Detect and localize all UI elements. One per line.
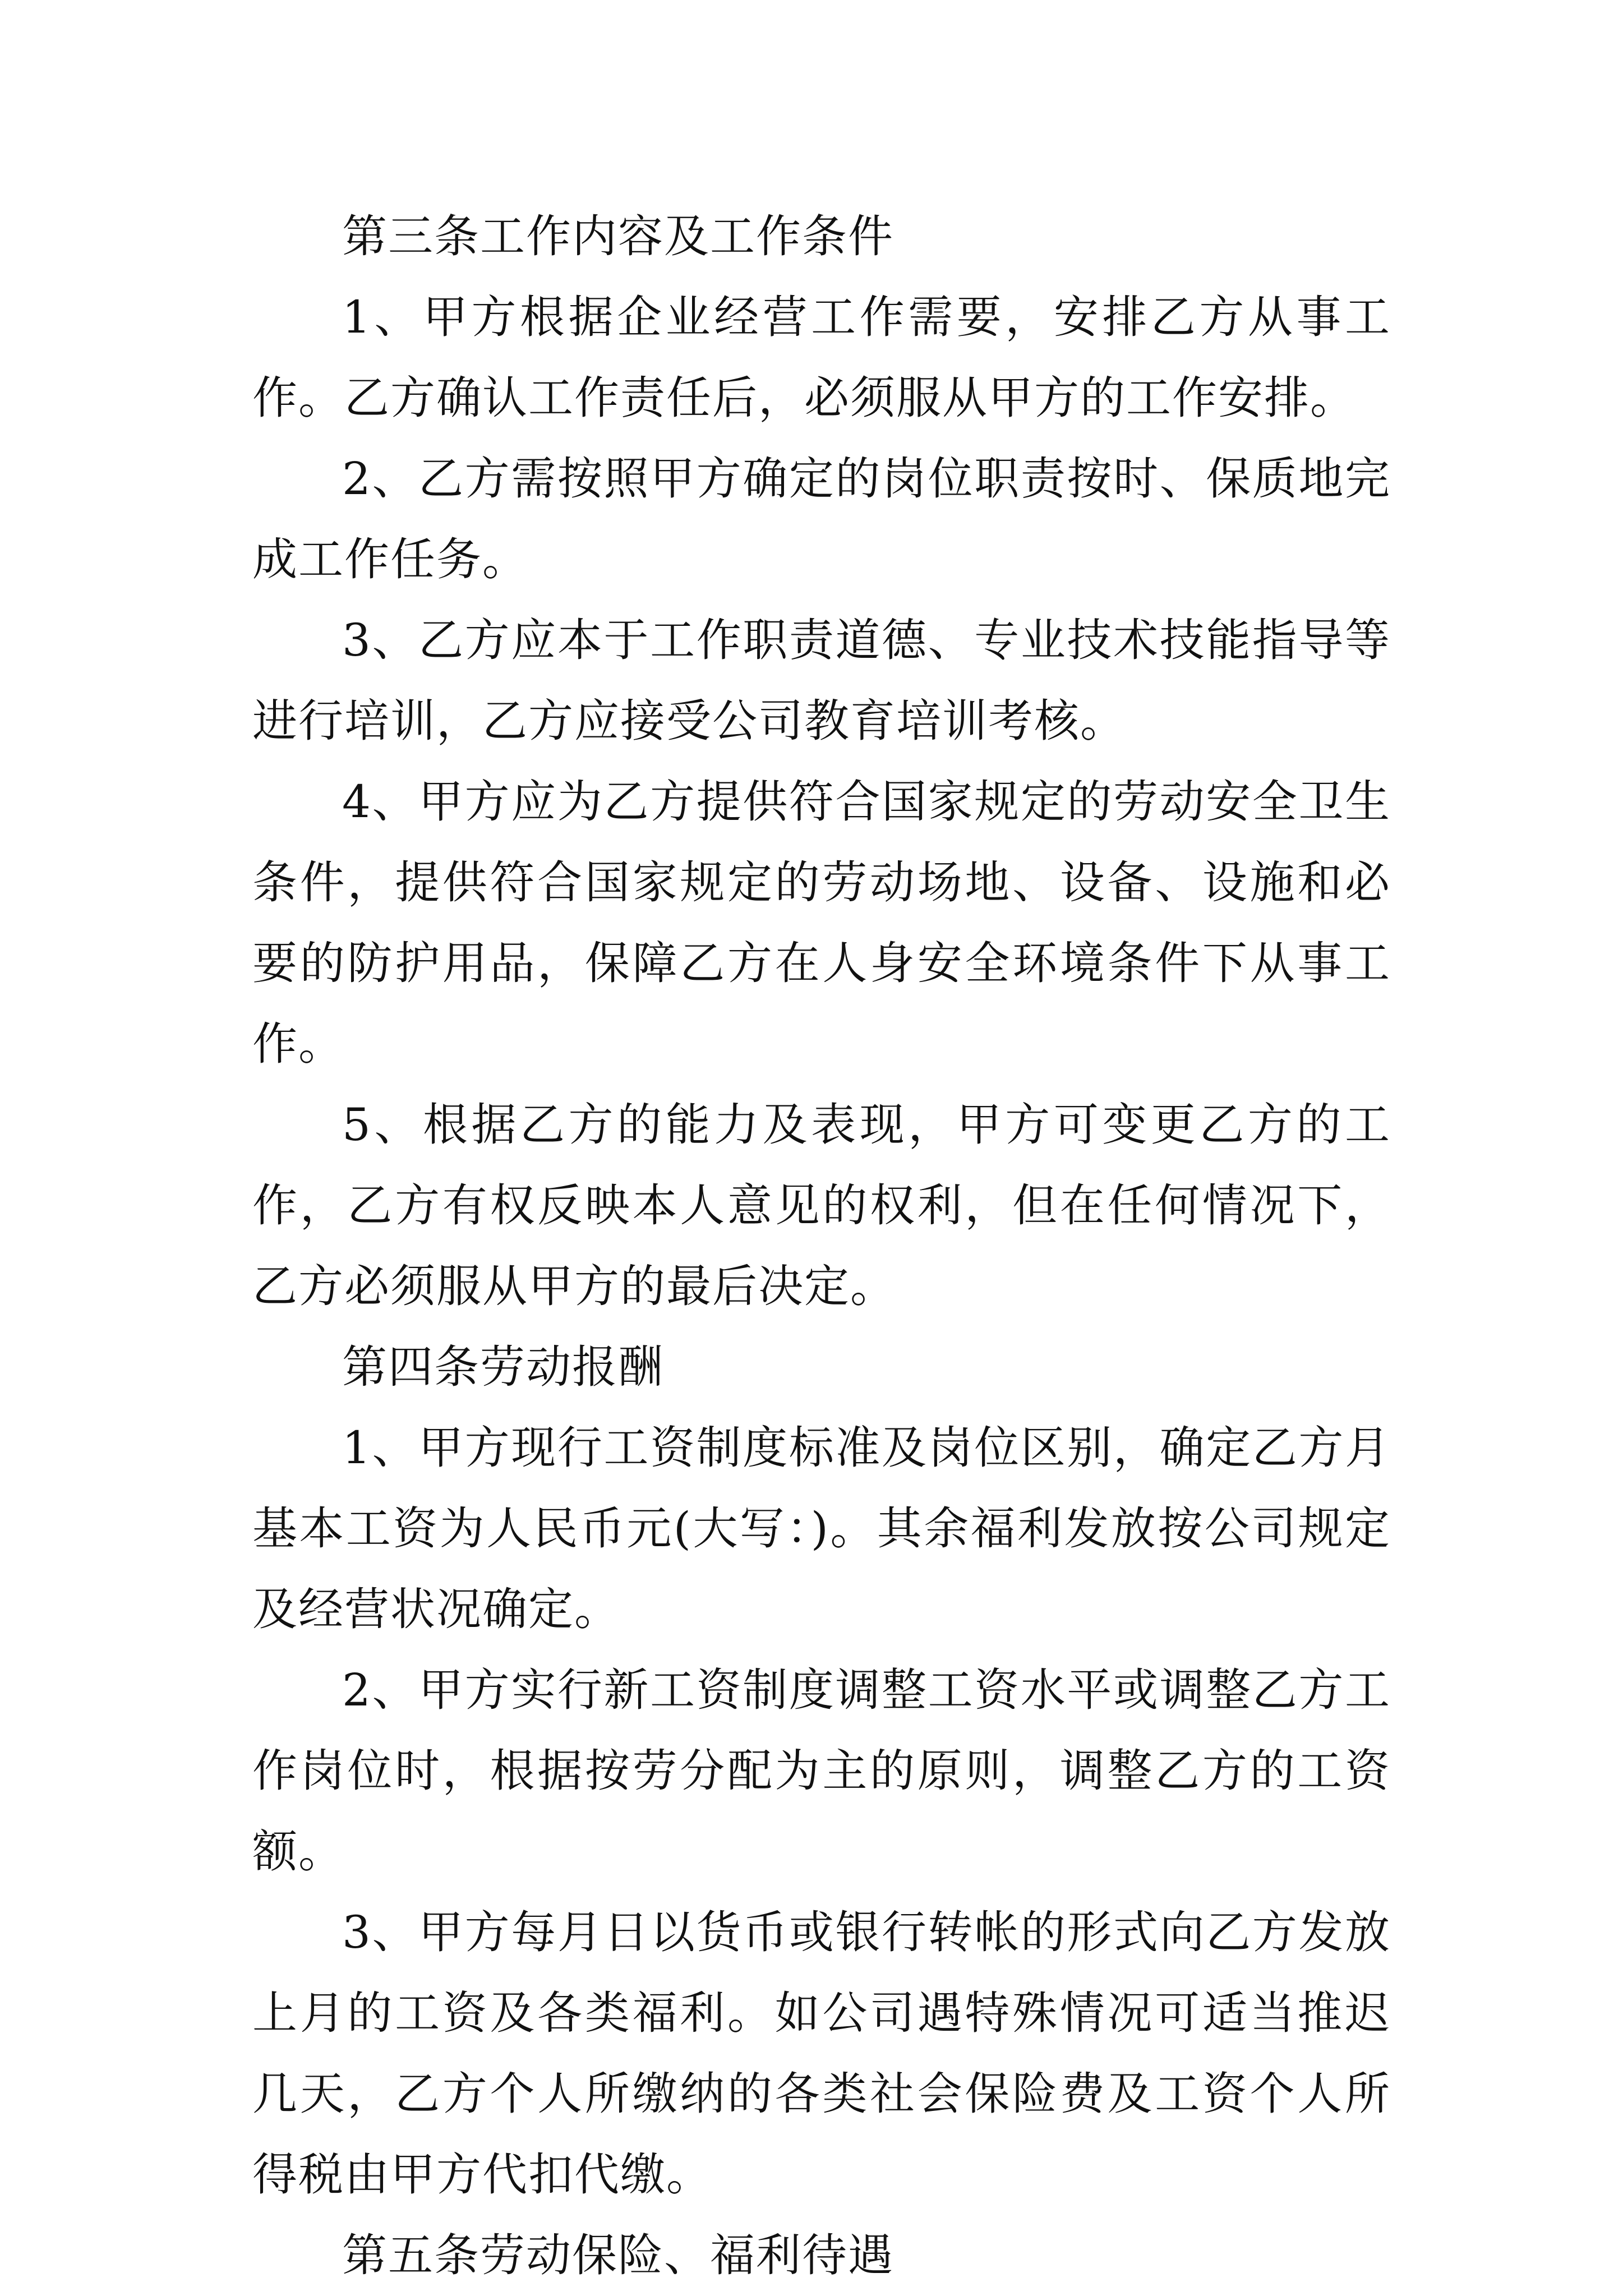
paragraph-3-2: 2、乙方需按照甲方确定的岗位职责按时、保质地完成工作任务。	[252, 453, 1391, 585]
document-page	[252, 196, 1391, 2296]
paragraph-3-1: 1、甲方根据企业经营工作需要，安排乙方从事工作。乙方确认工作责任后，必须服从甲方的工作安排。	[252, 291, 1391, 424]
paragraph-4-3: 3、甲方每月日以货币或银行转帐的形式向乙方发放上月的工资及各类福利。如公司遇特殊情况可适当推迟几天，乙方个人所缴纳的各类社会保险费及工资个人所得税由甲方代扣代缴。	[252, 1906, 1391, 2201]
paragraph-3-5: 5、根据乙方的能力及表现，甲方可变更乙方的工作，乙方有权反映本人意见的权利，但在任何情况下，乙方必须服从甲方的最后决定。	[252, 1099, 1391, 1312]
section-heading-article-3: 第三条工作内容及工作条件	[342, 210, 894, 262]
paragraph-4-1: 1、甲方现行工资制度标准及岗位区别，确定乙方月基本工资为人民币元(大写：)。其余福利发放按公司规定及经营状况确定。	[252, 1422, 1391, 1635]
paragraph-4-2: 2、甲方实行新工资制度调整工资水平或调整乙方工作岗位时，根据按劳分配为主的原则，调整乙方的工资额。	[252, 1664, 1391, 1878]
section-heading-article-5: 第五条劳动保险、福利待遇	[342, 2229, 894, 2281]
paragraph-3-3: 3、乙方应本于工作职责道德、专业技术技能指导等进行培训，乙方应接受公司教育培训考核。	[252, 614, 1391, 747]
paragraph-3-4: 4、甲方应为乙方提供符合国家规定的劳动安全卫生条件，提供符合国家规定的劳动场地、设备、设施和必要的防护用品，保障乙方在人身安全环境条件下从事工作。	[252, 776, 1391, 1070]
section-heading-article-4: 第四条劳动报酬	[342, 1341, 664, 1393]
